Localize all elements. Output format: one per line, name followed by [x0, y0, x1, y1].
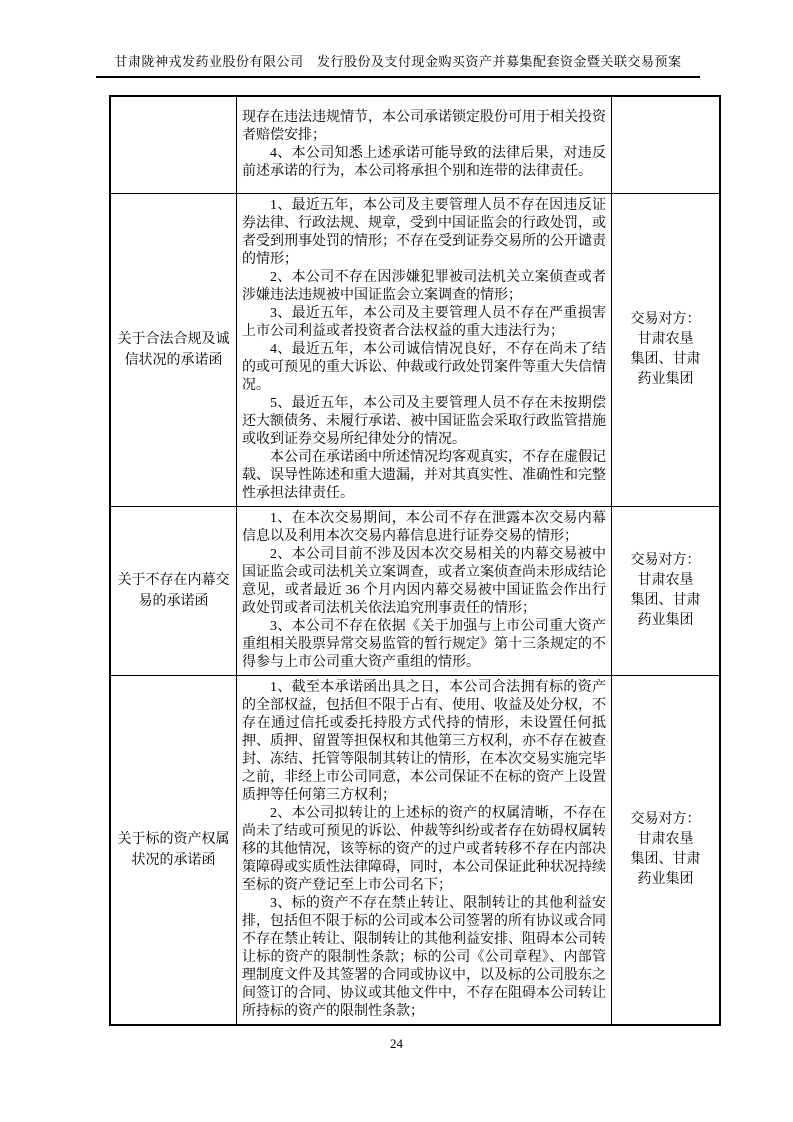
counterparty-line: 集团、甘肃 — [630, 851, 701, 867]
commitment-content-cell — [237, 193, 612, 506]
commitment-paragraph: 1、截至本承诺函出具之日，本公司合法拥有标的资产的全部权益，包括但不限于占有、使用、收益及处分权，不存在通过信托或委托持股方式代持的情形，未设置任何抵押、质押、留置等担保权和其他第三方权利，亦不存在被查封、冻结、托管等限制其转让的情形，在本次交易实施完毕之前，非经上市公司同意，本公司保证不在标的资产上设置质押等任何第三方权利； — [242, 679, 606, 803]
commitment-paragraph: 3、本公司不存在依据《关于加强与上市公司重大资产重组相关股票异常交易监管的暂行规定》第十三条规定的不得参与上市公司重大资产重组的情形。 — [242, 618, 606, 670]
commitment-name-cell — [110, 96, 237, 193]
commitment-content-cell — [237, 506, 612, 675]
table-row — [110, 96, 720, 193]
page-number: 24 — [390, 1036, 403, 1051]
commitment-paragraph: 5、最近五年，本公司及主要管理人员不存在未按期偿还大额债务、未履行承诺、被中国证监会采取行政监管措施或收到证券交易所纪律处分的情况。 — [242, 395, 606, 447]
counterparty-cell — [612, 675, 721, 1025]
commitment-paragraph: 3、标的资产不存在禁止转让、限制转让的其他利益安排，包括但不限于标的公司或本公司签署的所有协议或合同不存在禁止转让、限制转让的其他利益安排、阻碍本公司转让标的资产的限制性条款；标的公司《公司章程》、内部管理制度文件及其签署的合同或协议中，以及标的公司股东之间签订的合同、协议或其他文件中，不存在阻碍本公司转让所持标的资产的限制性条款； — [242, 895, 606, 1019]
counterparty-line: 药业集团 — [637, 871, 694, 887]
table-row — [110, 506, 720, 675]
commitment-content-cell — [237, 675, 612, 1025]
commitment-paragraph: 3、最近五年，本公司及主要管理人员不存在严重损害上市公司利益或者投资者合法权益的重大违法行为； — [242, 305, 606, 339]
document-header-title: 甘肃陇神戎发药业股份有限公司 发行股份及支付现金购买资产并募集配套资金暨关联交易预案 — [96, 52, 700, 78]
table-row — [110, 193, 720, 506]
counterparty-line: 甘肃农垦 — [637, 331, 694, 347]
counterparty-line: 交易对方： — [630, 552, 701, 568]
commitment-paragraph: 4、本公司知悉上述承诺可能导致的法律后果，对违反前述承诺的行为，本公司将承担个别和连带的法律责任。 — [242, 145, 606, 179]
counterparty-cell — [612, 193, 721, 506]
commitment-name-cell: 关于合法合规及诚信状况的承诺函 — [110, 193, 237, 506]
counterparty-cell — [612, 96, 721, 193]
counterparty-line: 药业集团 — [637, 371, 694, 387]
commitment-paragraph: 现存在违法违规情节，本公司承诺锁定股份可用于相关投资者赔偿安排； — [242, 109, 606, 143]
commitment-content-cell — [237, 96, 612, 193]
commitment-paragraph: 本公司在承诺函中所述情况均客观真实，不存在虚假记载、误导性陈述和重大遗漏，并对其真实性、准确性和完整性承担法律责任。 — [242, 449, 606, 501]
table-row — [110, 675, 720, 1025]
counterparty-line: 甘肃农垦 — [637, 572, 694, 588]
counterparty-line: 交易对方： — [630, 811, 701, 827]
counterparty-line: 交易对方： — [630, 311, 701, 327]
counterparty-line: 集团、甘肃 — [630, 592, 701, 608]
counterparty-cell — [612, 506, 721, 675]
commitment-paragraph: 2、本公司目前不涉及因本次交易相关的内幕交易被中国证监会或司法机关立案调查，或者立案侦查尚未形成结论意见，或者最近 36 个月内因内幕交易被中国证监会作出行政处罚或者司法机关依法追究刑事责任的情形； — [242, 546, 606, 616]
commitment-name-cell: 关于不存在内幕交易的承诺函 — [110, 506, 237, 675]
commitment-paragraph: 1、在本次交易期间，本公司不存在泄露本次交易内幕信息以及利用本次交易内幕信息进行证券交易的情形； — [242, 510, 606, 544]
commitment-name-cell: 关于标的资产权属状况的承诺函 — [110, 675, 237, 1025]
commitment-paragraph: 2、本公司不存在因涉嫌犯罪被司法机关立案侦查或者涉嫌违法违规被中国证监会立案调查的情形； — [242, 269, 606, 303]
counterparty-line: 药业集团 — [637, 612, 694, 628]
commitment-paragraph: 4、最近五年，本公司诚信情况良好，不存在尚未了结的或可预见的重大诉讼、仲裁或行政处罚案件等重大失信情况。 — [242, 341, 606, 393]
counterparty-line: 集团、甘肃 — [630, 351, 701, 367]
commitments-table — [109, 95, 721, 1026]
counterparty-line: 甘肃农垦 — [637, 831, 694, 847]
commitment-paragraph: 2、本公司拟转让的上述标的资产的权属清晰，不存在尚未了结或可预见的诉讼、仲裁等纠纷或者存在妨碍权属转移的其他情况，该等标的资产的过户或者转移不存在内部决策障碍或实质性法律障碍，同时，本公司保证此种状况持续至标的资产登记至上市公司名下； — [242, 805, 606, 893]
commitment-paragraph: 1、最近五年，本公司及主要管理人员不存在因违反证券法律、行政法规、规章，受到中国证监会的行政处罚，或者受到刑事处罚的情形；不存在受到证券交易所的公开谴责的情形； — [242, 197, 606, 267]
